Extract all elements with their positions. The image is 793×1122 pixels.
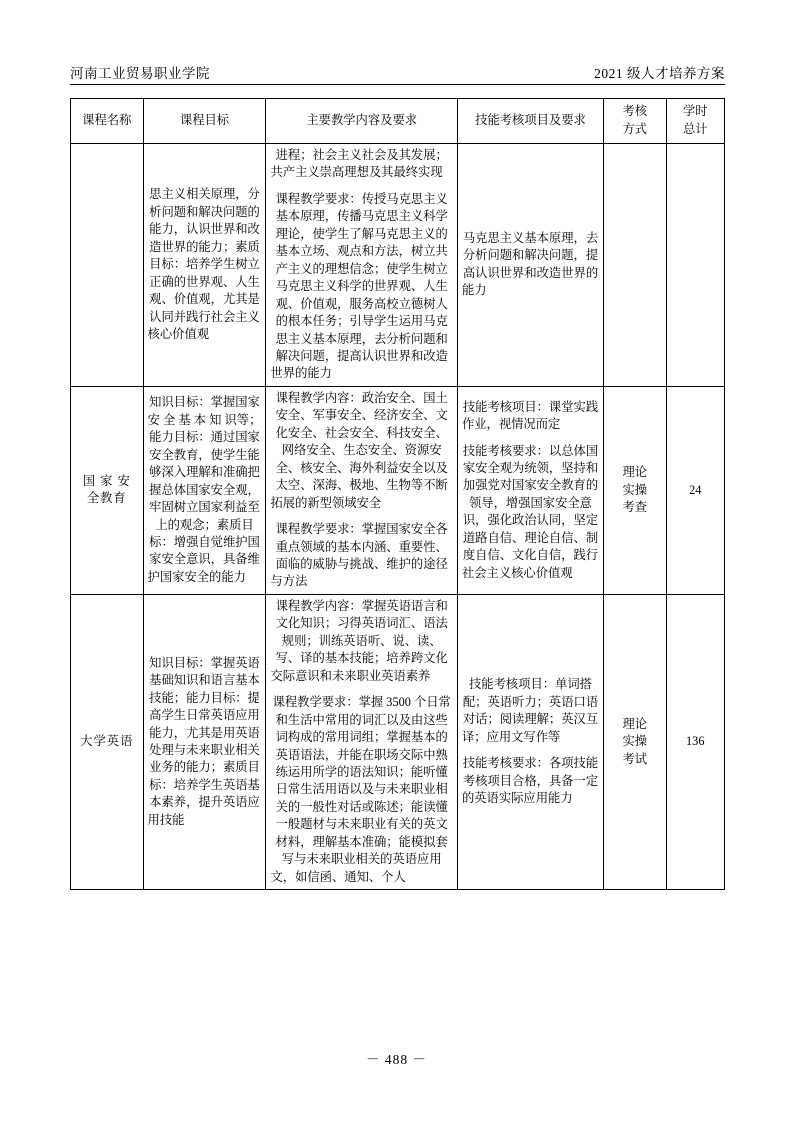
column-header-course-goal: 课程目标 [143,99,266,144]
page-footer [0,1048,793,1068]
content-paragraph: 课程教学要求：掌握国家安全各重点领域的基本内涵、重要性、面临的威胁与挑战、维护的途径与方法 [270,522,448,589]
content-paragraph: 课程教学要求：掌握 3500 个日常和生活中常用的词汇以及由这些词构成的常用词组；掌握基本的英语语法，并能在职场交际中熟练运用所学的语法知识；能听懂日常生活用语以及与未来职业相关的一般性对话或陈述；能读懂一般题材与未来职业有关的英文材料，理解基本准确；能模拟套写与未来职业相关的英语应用文，如信函、通知、个人 [270,695,451,884]
cell-skill-assessment [457,386,603,594]
assessment-method-line: 理论 [622,716,648,731]
header-institution: 河南工业贸易职业学院 [70,66,210,81]
column-header-assessment-method-line1: 考核 [622,104,648,119]
table-row [71,144,725,387]
column-header-skill-assessment: 技能考核项目及要求 [457,99,603,144]
goal-paragraph: 知识目标：掌握英语基础知识和语言基本技能；能力目标：提高学生日常英语应用能力，尤其是用英语处理与未来职业相关业务的能力；素质目标：培养学生英语基本素养，提升英语应用技能 [147,655,260,827]
column-header-total-hours-line1: 学时 [682,104,708,119]
cell-assessment-method [604,144,666,387]
cell-assessment-method [604,594,666,889]
cell-total-hours: 24 [666,386,724,594]
cell-course-name [71,144,144,387]
cell-course-goal [143,144,266,387]
column-header-total-hours-line2: 总计 [682,122,708,136]
skill-paragraph: 技能考核要求：各项技能考核项目合格，具备一定的英语实际应用能力 [461,756,599,806]
content-paragraph: 课程教学内容：掌握英语语言和文化知识；习得英语词汇、语法规则；训练英语听、说、读、写、译的基本技能；培养跨文化交际意识和未来职业英语素养 [270,598,448,683]
content-paragraph: 进程；社会主义社会及其发展；共产主义崇高理想及其最终实现 [270,148,448,180]
cell-total-hours [666,144,724,387]
assessment-method-line: 实操 [622,734,648,749]
cell-assessment-method [604,386,666,594]
assessment-method-line: 考查 [622,500,648,515]
cell-skill-assessment [457,594,603,889]
cell-teaching-content [266,386,457,594]
table-header-row [71,99,725,144]
column-header-total-hours [666,99,724,144]
table-row [71,386,725,594]
header-document-title: 2021 级人才培养方案 [594,66,725,81]
course-table [70,98,725,890]
cell-course-goal [143,386,266,594]
content-paragraph: 课程教学要求：传授马克思主义基本原理，传播马克思主义科学理论，使学生了解马克思主义的基本立场、观点和方法，树立共产主义的理想信念；使学生树立马克思主义科学的世界观、人生观、价值观，服务高校立德树人的根本任务；引导学生运用马克思主义基本原理，去分析问题和解决问题，提高认识世界和改造世界的能力 [270,191,448,381]
assessment-method-line: 理论 [622,465,648,480]
skill-paragraph: 马克思主义基本原理，去分析问题和解决问题，提高认识世界和改造世界的能力 [461,231,599,298]
column-header-teaching-content: 主要教学内容及要求 [266,99,457,144]
column-header-assessment-method [604,99,666,144]
skill-paragraph: 技能考核项目：课堂实践作业，视情况而定 [461,399,599,432]
page-header [70,62,725,82]
table-body [71,144,725,890]
table-row [71,594,725,889]
cell-skill-assessment [457,144,603,387]
content-paragraph: 课程教学内容：政治安全、国土安全、军事安全、经济安全、文化安全、社会安全、科技安全、网络安全、生态安全、资源安全、核安全、海外利益安全以及太空、深海、极地、生物等不断拓展的新型领域安全 [270,390,448,510]
column-header-assessment-method-line2: 方式 [622,122,648,136]
table-header [71,99,725,144]
goal-paragraph: 思主义相关原理，分析问题和解决问题的能力，认识世界和改造世界的能力；素质目标：培养学生树立正确的世界观、人生观、价值观，尤其是认同并践行社会主义核心价值观 [147,187,260,342]
goal-paragraph: 知识目标：掌握国家 安 全 基 本 知 识等；能力目标：通过国家安全教育，使学生能够深入理解和准确把握总体国家安全观，牢固树立国家利益至上的观念；素质目标：增强自觉维护国家安全意识，具备维护国家安全的能力 [147,395,262,584]
cell-course-goal [143,594,266,889]
cell-teaching-content [266,144,457,387]
cell-total-hours: 136 [666,594,724,889]
cell-teaching-content [266,594,457,889]
column-header-course-name: 课程名称 [71,99,144,144]
page-number: － 488 － [366,1052,427,1067]
assessment-method-line: 考试 [622,751,648,766]
skill-paragraph: 技能考核要求：以总体国家安全观为统领，坚持和加强党对国家安全教育的领导，增强国家安全意识，强化政治认同，坚定道路自信、理论自信、制度自信、文化自信，践行社会主义核心价值观 [461,443,599,580]
cell-course-name: 国 家 安 全教育 [71,386,144,594]
skill-paragraph: 技能考核项目：单词搭配；英语听力；英语口语对话；阅读理解；英汉互译；应用文写作等 [461,677,599,744]
assessment-method-line: 实操 [622,482,648,497]
cell-course-name: 大学英语 [71,594,144,889]
header-divider [70,84,725,85]
